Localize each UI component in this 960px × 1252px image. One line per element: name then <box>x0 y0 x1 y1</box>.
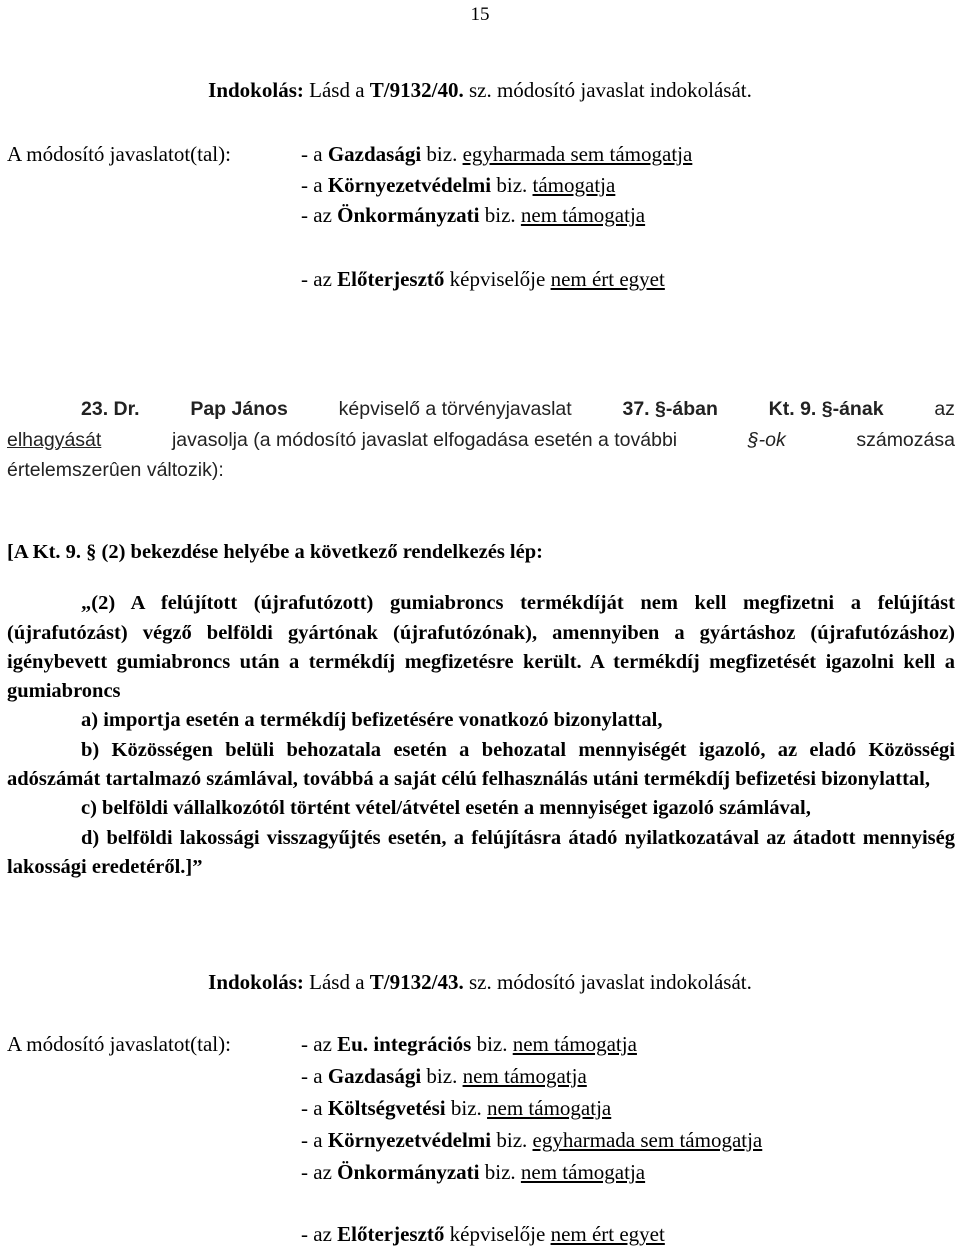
quote-item-c: c) belföldi vállalkozótól történt vétel/átvétel esetén a mennyiséget igazoló számlával, <box>81 797 811 820</box>
vote-item: - a Környezetvédelmi biz. egyharmada sem támogatja <box>301 1128 763 1152</box>
quote-intro: [A Kt. 9. § (2) bekezdése helyébe a következő rendelkezés lép: <box>7 541 543 563</box>
presenter-item: - az Előterjesztő képviselője nem ért egyet <box>301 1222 665 1246</box>
proposer-name: Pap János <box>190 398 288 420</box>
reasoning-label: Indokolás: <box>208 970 304 994</box>
presenter-item: - az Előterjesztő képviselője nem ért egyet <box>301 266 665 291</box>
proposal-text: 23. Dr. Pap János képviselő a törvényjavaslat 37. §-ában Kt. 9. §-ának az elhagyását javasolja (a módosító javaslat elfogadása esetén a további §-ok számozása értelemszerûen változik): <box>7 394 955 486</box>
reasoning-label: Indokolás: <box>208 78 304 102</box>
vote-list <box>301 140 692 295</box>
reasoning-pre: Lásd a <box>309 78 365 102</box>
reasoning-line <box>0 76 960 106</box>
reasoning-ref: T/9132/40. <box>369 78 464 102</box>
vote-item: - az Önkormányzati biz. nem támogatja <box>301 203 646 227</box>
quote-item-b: b) Közösségen belüli behozatala esetén a behozatal mennyiségét igazoló, az eladó Közösségi adószámát tartalmazó számlával, továbbá a saját célú felhasználás utáni termékdíj befizetési bizonylattal, <box>7 738 955 791</box>
vote-list-2 <box>301 1030 762 1252</box>
supporters-label: A módosító javaslatot(tal): <box>7 142 231 166</box>
reasoning-post: sz. módosító javaslat indokolását. <box>468 970 752 994</box>
vote-item: - az Eu. integrációs biz. nem támogatja <box>301 1032 637 1056</box>
reasoning-post: sz. módosító javaslat indokolását. <box>468 78 752 102</box>
vote-item: - a Gazdasági biz. egyharmada sem támogatja <box>301 142 693 166</box>
vote-item: - a Környezetvédelmi biz. támogatja <box>301 172 616 197</box>
page-number: 15 <box>470 4 490 25</box>
vote-item: - a Költségvetési biz. nem támogatja <box>301 1096 612 1120</box>
amendment-quote <box>7 538 955 882</box>
quote-item-a: a) importja esetén a termékdíj befizetésére vonatkozó bizonylattal, <box>81 709 663 732</box>
vote-item: - az Önkormányzati biz. nem támogatja <box>301 1160 646 1184</box>
vote-item: - a Gazdasági biz. nem támogatja <box>301 1064 587 1088</box>
quote-item-d: d) belföldi lakossági visszagyűjtés esetén, a felújításra átadó nyilatkozatával az átadott mennyiség lakossági eredetéről.]” <box>7 826 955 878</box>
supporters-label-2: A módosító javaslatot(tal): <box>7 1032 231 1056</box>
reasoning-pre: Lásd a <box>309 970 365 994</box>
quote-para1: „(2) A felújított (újrafutózott) gumiabroncs termékdíját nem kell megfizetni a felújítást (újrafutózást) végző belföldi gyártónak (újrafutózónak), amennyiben a gyártáshoz (újrafutózáshoz) igénybevett gumiabroncs után a termékdíj megfizetésre került. A termékdíj megfizetését igazolni kell a gumiabroncs <box>7 592 955 703</box>
reasoning-line-2 <box>0 968 960 998</box>
reasoning-ref: T/9132/43. <box>369 970 464 994</box>
proposal-number: 23. <box>81 398 109 420</box>
